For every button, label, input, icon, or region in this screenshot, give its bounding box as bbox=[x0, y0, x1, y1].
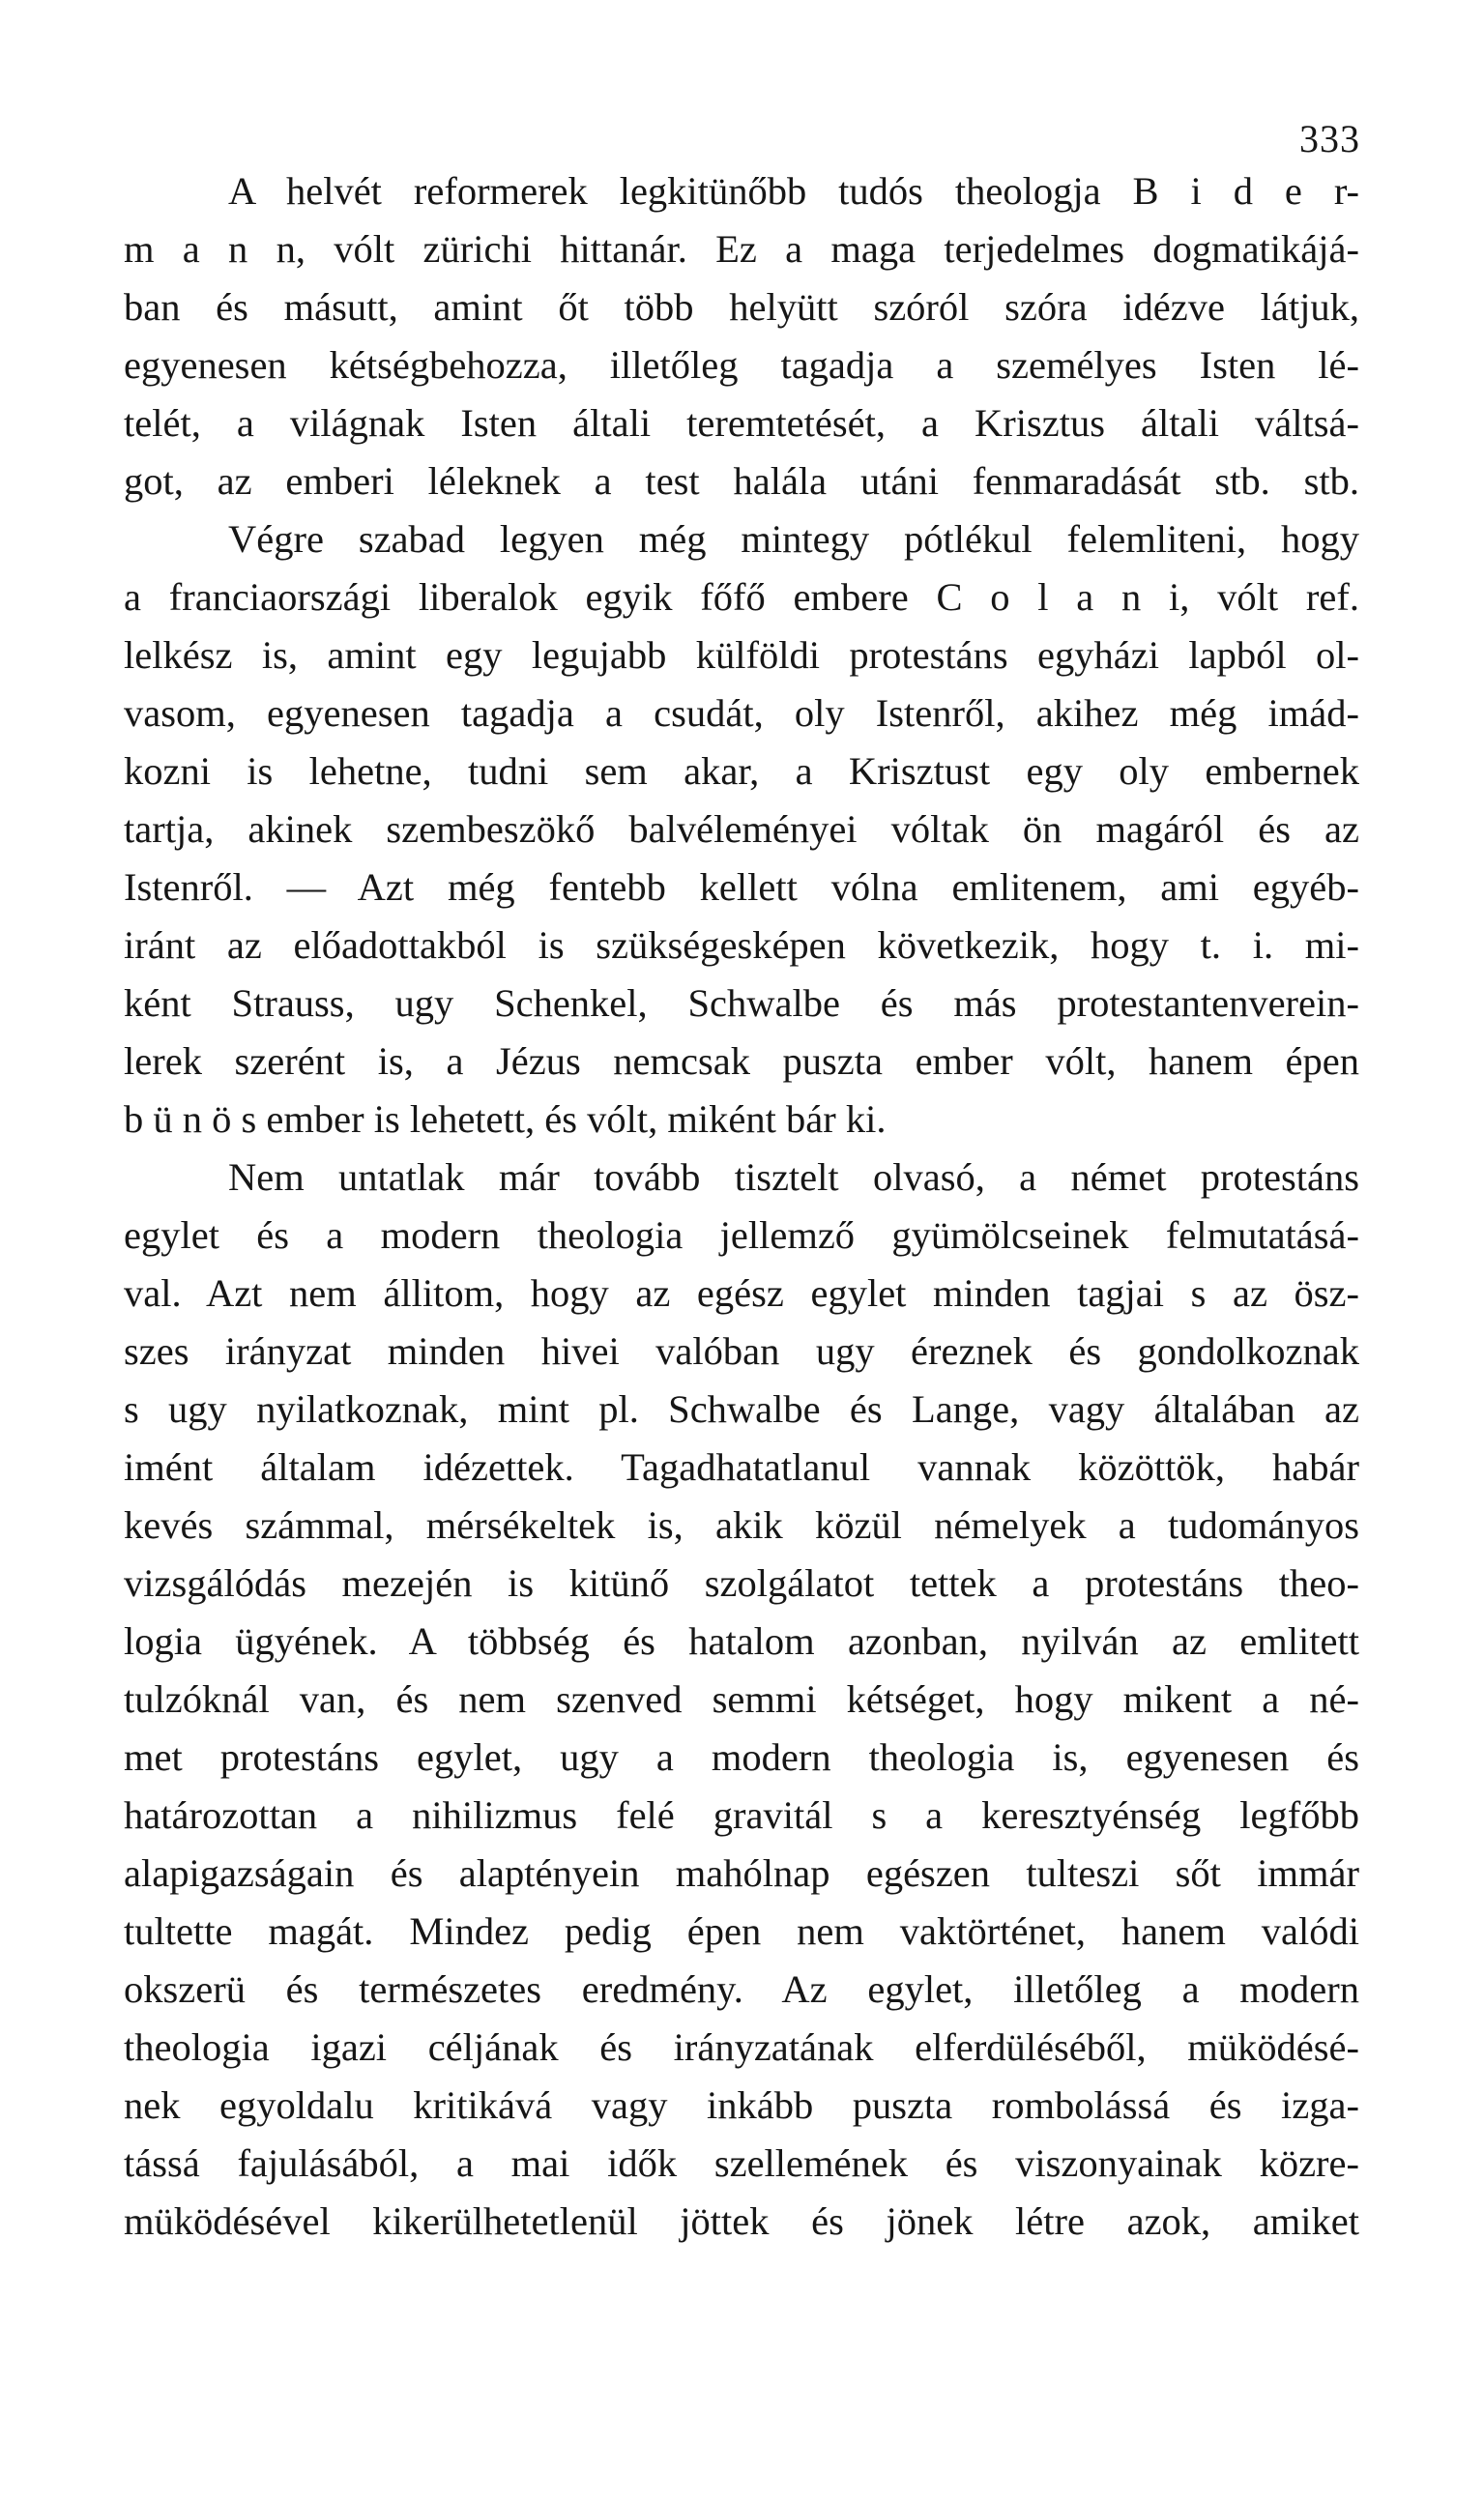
paragraph-1 bbox=[124, 162, 1359, 510]
text-line: okszerü és természetes eredmény. Az egylet, illetőleg a modern bbox=[124, 1967, 1359, 2011]
text-line: tultette magát. Mindez pedig épen nem vaktörténet, hanem valódi bbox=[124, 1909, 1359, 1953]
text-line: tartja, akinek szembeszökő balvéleményei vóltak ön magáról és az bbox=[124, 807, 1359, 851]
text-line: met protestáns egylet, ugy a modern theologia is, egyenesen és bbox=[124, 1735, 1359, 1779]
text-line: b ü n ö s ember is lehetett, és vólt, miként bár ki. bbox=[124, 1097, 887, 1141]
text-line: s ugy nyilatkoznak, mint pl. Schwalbe és Lange, vagy általában az bbox=[124, 1387, 1359, 1431]
text-line: Istenről. — Azt még fentebb kellett vólna emlitenem, ami egyéb- bbox=[124, 865, 1359, 909]
text-line: val. Azt nem állitom, hogy az egész egylet minden tagjai s az ösz- bbox=[124, 1271, 1359, 1315]
text-line: a franciaországi liberalok egyik főfő embere C o l a n i, vólt ref. bbox=[124, 575, 1359, 619]
text-line: határozottan a nihilizmus felé gravitál s a keresztyénség legfőbb bbox=[124, 1793, 1359, 1837]
text-line: ként Strauss, ugy Schenkel, Schwalbe és más protestantenverein- bbox=[124, 981, 1359, 1025]
text-line: imént általam idézettek. Tagadhatatlanul vannak közöttök, habár bbox=[124, 1445, 1359, 1489]
text-line: kozni is lehetne, tudni sem akar, a Krisztust egy oly embernek bbox=[124, 749, 1359, 793]
text-line: vizsgálódás mezején is kitünő szolgálatot tettek a protestáns theo- bbox=[124, 1561, 1359, 1605]
text-line: egyenesen kétségbehozza, illetőleg tagadja a személyes Isten lé- bbox=[124, 343, 1359, 387]
text-line: ban és másutt, amint őt több helyütt szóról szóra idézve látjuk, bbox=[124, 285, 1359, 329]
text-line: szes irányzat minden hivei valóban ugy éreznek és gondolkoznak bbox=[124, 1329, 1359, 1373]
paragraph-3 bbox=[124, 1149, 1359, 2251]
paragraph-2 bbox=[124, 510, 1359, 1149]
page-number: 333 bbox=[1299, 117, 1360, 160]
text-line: alapigazságain és alaptényein mahólnap egészen tulteszi sőt immár bbox=[124, 1851, 1359, 1895]
body-text bbox=[124, 162, 1359, 2251]
text-line: müködésével kikerülhetetlenül jöttek és jönek létre azok, amiket bbox=[124, 2199, 1359, 2243]
text-line: logia ügyének. A többség és hatalom azonban, nyilván az emlitett bbox=[124, 1619, 1359, 1663]
text-line: got, az emberi léleknek a test halála utáni fenmaradását stb. stb. bbox=[124, 459, 1359, 503]
text-line: telét, a világnak Isten általi teremtetését, a Krisztus általi váltsá- bbox=[124, 401, 1359, 445]
text-line: kevés számmal, mérsékeltek is, akik közül némelyek a tudományos bbox=[124, 1503, 1359, 1547]
text-line: tássá fajulásából, a mai idők szellemének és viszonyainak közre- bbox=[124, 2141, 1359, 2185]
text-line: Végre szabad legyen még mintegy pótlékul felemliteni, hogy bbox=[228, 517, 1359, 561]
text-line: m a n n, vólt zürichi hittanár. Ez a maga terjedelmes dogmatikájá- bbox=[124, 227, 1359, 271]
text-line: iránt az előadottakból is szükségesképen következik, hogy t. i. mi- bbox=[124, 923, 1359, 967]
text-line: lelkész is, amint egy legujabb külföldi protestáns egyházi lapból ol- bbox=[124, 633, 1359, 677]
text-line: egylet és a modern theologia jellemző gyümölcseinek felmutatásá- bbox=[124, 1213, 1359, 1257]
text-line: A helvét reformerek legkitünőbb tudós theologja B i d e r- bbox=[228, 169, 1359, 213]
text-line: Nem untatlak már tovább tisztelt olvasó, a német protestáns bbox=[228, 1155, 1359, 1199]
text-line: theologia igazi céljának és irányzatának elferdüléséből, müködésé- bbox=[124, 2025, 1359, 2069]
text-line: lerek szerént is, a Jézus nemcsak puszta ember vólt, hanem épen bbox=[124, 1039, 1359, 1083]
text-line: nek egyoldalu kritikává vagy inkább puszta rombolássá és izga- bbox=[124, 2083, 1359, 2127]
text-line: tulzóknál van, és nem szenved semmi kétséget, hogy mikent a né- bbox=[124, 1677, 1359, 1721]
text-line: vasom, egyenesen tagadja a csudát, oly Istenről, akihez még imád- bbox=[124, 691, 1359, 735]
